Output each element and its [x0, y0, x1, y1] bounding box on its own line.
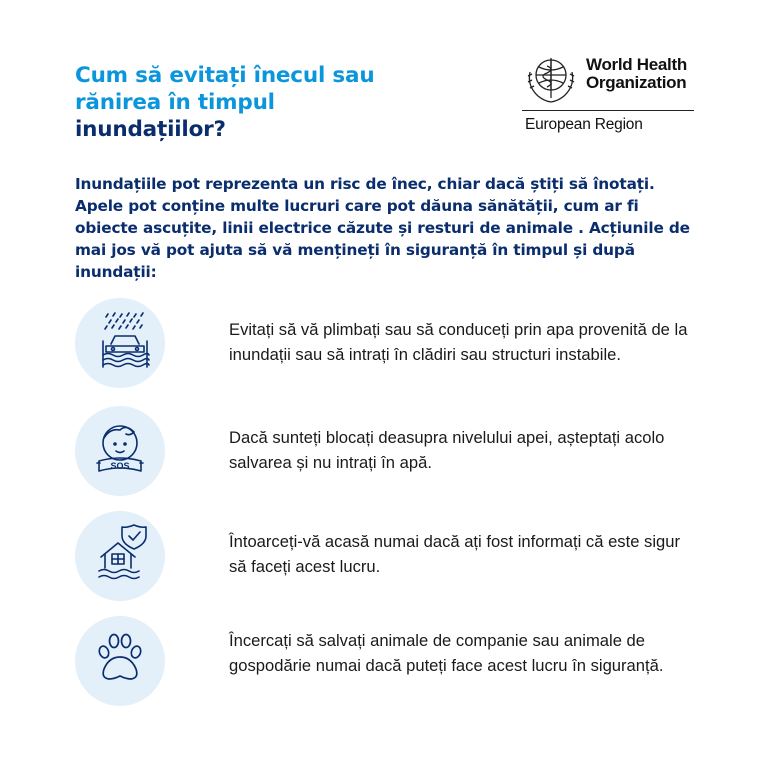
intro-paragraph: Inundațiile pot reprezenta un risc de înec, chiar dacă știți să înotați. Apele pot conține multe lucruri care pot dăuna sănătății, cum ar fi obiecte ascuțite, linii electrice căzute și resturi de animale . Acțiunile de mai jos vă pot ajuta să vă mențineți în siguranță în timpul și după inundații: [75, 175, 690, 281]
tip-4-text: Încercați să salvați animale de companie sau animale de gospodărie numai dacă puteți face acest lucru în siguranță. [229, 631, 664, 675]
title-line-2: rănirea în timpul [75, 90, 275, 115]
who-name-line-2: Organization [586, 73, 687, 92]
safe-house-icon [75, 511, 165, 601]
title-line-3: inundațiilor? [75, 117, 226, 142]
tip-3-text: Întoarceți-vă acasă numai dacă ați fost informați că este sigur să faceți acest lucru. [229, 532, 681, 576]
who-emblem-icon [522, 50, 580, 108]
svg-text:SOS: SOS [110, 461, 130, 471]
title-line-1: Cum să evitați înecul sau [75, 63, 375, 88]
paw-icon [75, 616, 165, 706]
tip-4-icon-circle [75, 616, 165, 706]
flooded-car-icon [75, 298, 165, 388]
who-logo [522, 50, 697, 140]
tip-3-icon-circle [75, 511, 165, 601]
who-name-line-1: World Health [586, 55, 687, 74]
tip-2-icon-circle [75, 406, 165, 496]
tip-1-icon-circle [75, 298, 165, 388]
tip-2-text: Dacă sunteți blocați deasupra nivelului apei, așteptați acolo salvarea și nu intrați în apă. [229, 428, 665, 472]
logo-divider [522, 110, 694, 111]
tip-1-text: Evitați să vă plimbați sau să conduceți prin apa provenită de la inundații sau să intrați în clădiri sau structuri instabile. [229, 320, 688, 364]
who-name [586, 56, 687, 92]
who-region: European Region [525, 116, 643, 133]
sos-person-icon [75, 406, 165, 496]
page-title [75, 62, 475, 143]
